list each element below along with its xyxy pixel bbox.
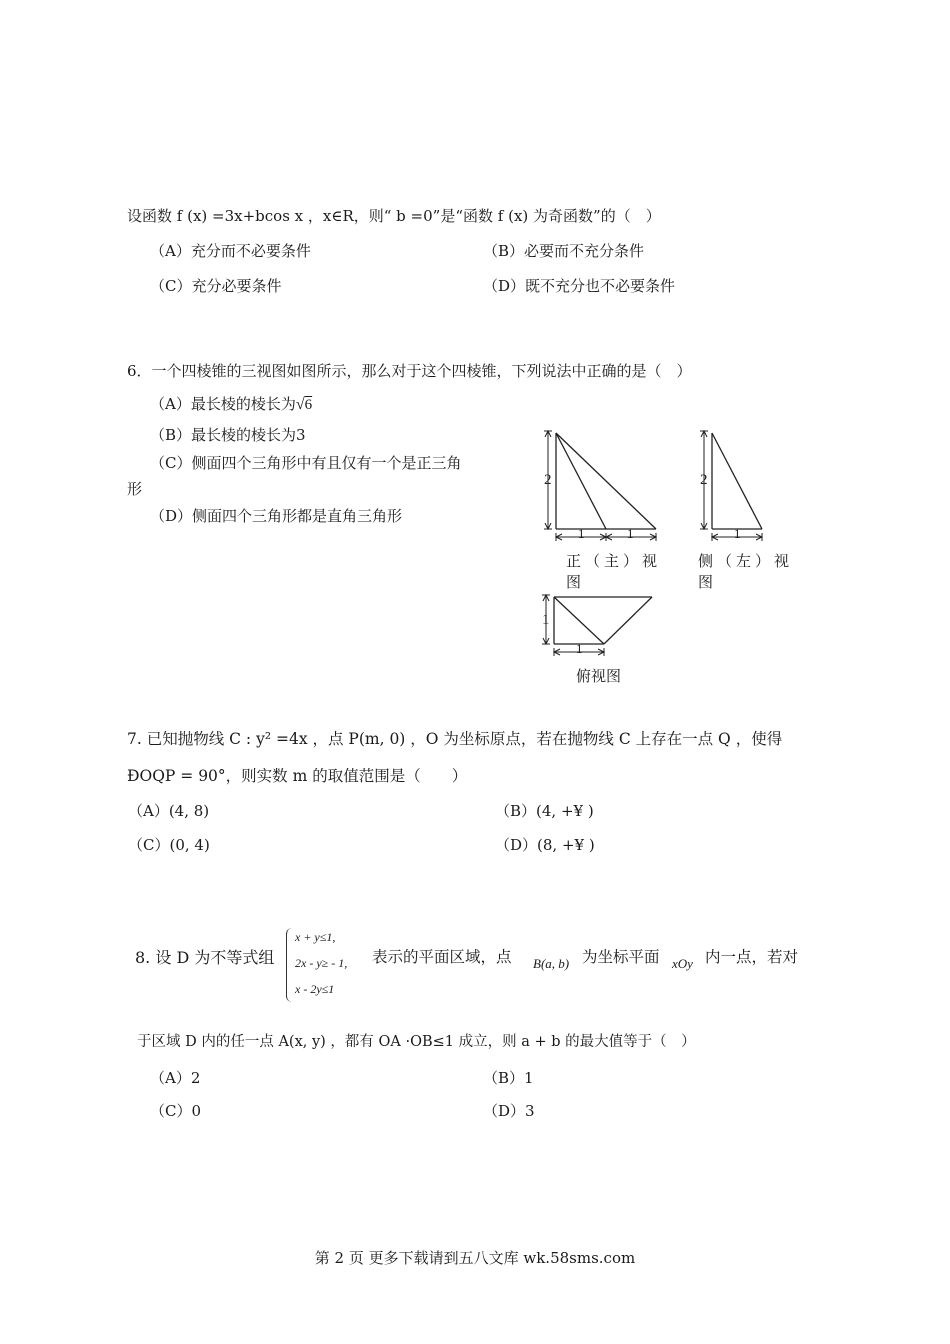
q5-option-a: （A）充分而不必要条件 (150, 242, 311, 260)
q7-option-a: （A）(4, 8) (128, 802, 210, 820)
q8-ineq-2: 2x - y≥ - 1, (295, 956, 348, 970)
side-height-label: 2 (700, 472, 708, 488)
front-view-caption-2: 图 (566, 573, 582, 591)
q6-option-b: （B）最长棱的棱长为3 (150, 426, 306, 444)
top-base-label: 1 (576, 641, 583, 656)
q8-line2: 于区域 D 内的任一点 A(x, y) ，都有 OA ·OB≤1 成立，则 a + b 的最大值等于（ ） (137, 1034, 696, 1050)
q6-option-d: （D）侧面四个三角形都是直角三角形 (150, 507, 403, 525)
q7-option-c: （C）(0, 4) (128, 836, 210, 854)
q8-ineq-1: x + y≤1, (295, 930, 336, 944)
top-view-caption: 俯视图 (576, 667, 622, 685)
page-footer: 第 2 页 更多下载请到五八文库 wk.58sms.com (314, 1249, 636, 1267)
top-height-label: 1 (542, 612, 550, 628)
front-base-left-label: 1 (578, 526, 585, 541)
q6-option-a: （A）最长棱的棱长为√6 (150, 395, 313, 413)
q5-option-b: （B）必要而不充分条件 (483, 242, 645, 260)
q8-ineq-3: x - 2y≤1 (295, 982, 335, 996)
q8-option-d: （D）3 (483, 1102, 535, 1120)
front-base-right-label: 1 (627, 526, 634, 541)
q8-line1-c: 为坐标平面 (582, 948, 660, 966)
q7-option-b: （B）(4, +¥ ) (495, 802, 594, 820)
q6-option-c-line2: 形 (127, 480, 143, 498)
q8-option-c: （C）0 (150, 1102, 202, 1120)
side-base-label: 1 (734, 526, 741, 541)
q8-line1-b: 表示的平面区域，点 (372, 948, 512, 966)
q5-stem (127, 205, 661, 226)
q7-option-d: （D）(8, +¥ ) (495, 836, 595, 854)
q5-option-d: （D）既不充分也不必要条件 (483, 277, 676, 295)
top-view (554, 597, 652, 644)
q5-option-c: （C）充分必要条件 (150, 277, 282, 295)
q8-point-b: B(a, b) (533, 956, 570, 971)
side-view (712, 433, 762, 529)
q8-inequality-system (286, 928, 371, 1002)
q8-option-a: （A）2 (150, 1069, 201, 1087)
q8-option-b: （B）1 (483, 1069, 534, 1087)
q5-stem-text: 设函数 f (x) =3x+bcos x ，x∈R，则“ b =0”是“函数 f (x) 为奇函数”的（ ） (127, 207, 661, 225)
q6-option-a-text: （A）最长棱的棱长为 (150, 395, 296, 413)
front-base-dim (556, 533, 656, 541)
q7-line2: ÐOQP = 90°，则实数 m 的取值范围是（ ） (127, 767, 468, 785)
side-view-caption-2: 图 (698, 573, 714, 591)
front-view (556, 433, 656, 529)
q8-line1-a: 8. 设 D 为不等式组 (135, 948, 275, 967)
front-view-caption-1: 正（主）视 (566, 552, 662, 570)
q6-option-a-sqrt: 6 (304, 397, 313, 413)
q7-line1: 7. 已知抛物线 C : y² =4x ，点 P(m, 0) ，O 为坐标原点，若在抛物线 C 上存在一点 Q ，使得 (127, 730, 783, 748)
side-view-caption-1: 侧（左）视 (698, 552, 794, 570)
front-height-label: 2 (544, 472, 552, 488)
q8-line1-d: 内一点，若对 (705, 948, 799, 966)
q8-plane: xOy (672, 956, 693, 971)
q6-stem: 6．一个四棱锥的三视图如图所示，那么对于这个四棱锥，下列说法中正确的是（ ） (127, 362, 692, 380)
q6-option-c-line1: （C）侧面四个三角形中有且仅有一个是正三角 (150, 454, 462, 472)
